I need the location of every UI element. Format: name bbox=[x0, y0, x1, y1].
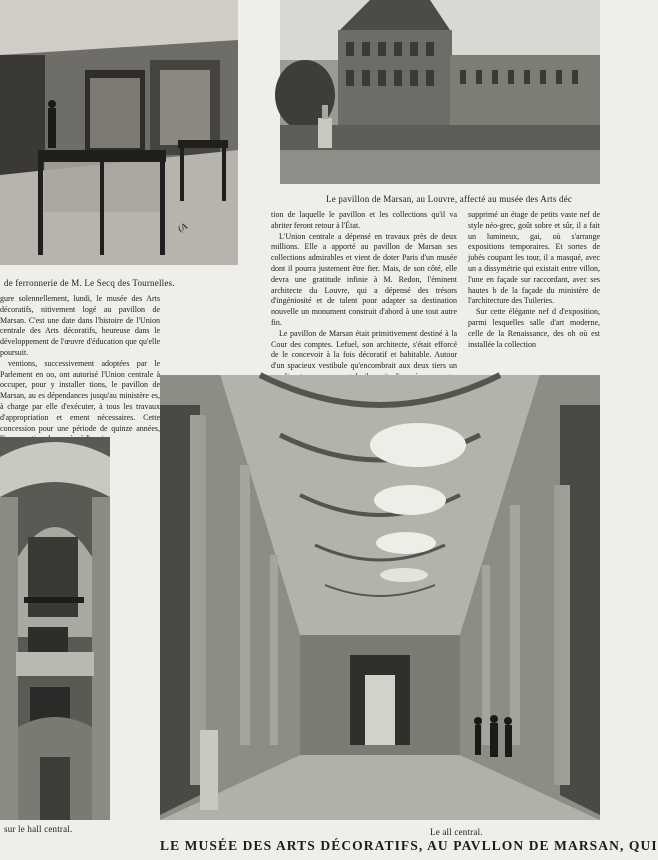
col1-paragraph: gure solennellement, lundi, le musée des Arts décoratifs, nitivement logé au pavillon de Marsan. C'est une date dans l'histoire de l'Union centrale des Arts décoratifs, heureuse dans le développement de l'œuvre d'éducation que qu'elle poursuit. bbox=[0, 294, 160, 357]
col2-paragraph: L'Union centrale a dépensé en travaux près de deux millions. Elle a apporté au pavillon de Marsan ses collections admirables et vient de doter Paris d'un musée dont il pourra justement être fier. Mais, de son côté, elle devra une gratitude infinie à M. Redon, l'éminent architecte du Louvre, qui a dépensé des trésors d'ingéniosité et de talent pour adapter sa destination nouvelle un monument construit d'abord à une tout autre fin. bbox=[271, 231, 457, 327]
caption-central-hall: Le all central. bbox=[430, 827, 483, 837]
pavillon-exterior-illustration bbox=[280, 0, 600, 184]
caption-ironwork: de ferronnerie de M. Le Secq des Tournelles. bbox=[4, 278, 175, 288]
photo-central-hall bbox=[160, 375, 600, 820]
photo-corner-mark: (A bbox=[176, 220, 190, 234]
col2-paragraph: Le pavillon de Marsan était primitivement destiné à la Cour des comptes. Lefuel, son architecte, s'était efforcé de le concevoir à la fois décoratif et habitable. Autour d'un spacieux vestibule qu'encombrait aux deux tiers un bbox=[271, 328, 457, 371]
col3-paragraph: supprimé un étage de petits vaste nef de style néo-grec, goût sobre et sûr, il a fait un lumineux, gai, où s'arrange expositions temporaires. Et sortes de jubés coupant les tour, il a masqué, avec un a dissymétrie qui existait entre villon, l'une en façade sur raccordant, avec ses hautes b de la façade du ministère de l'architecture des Tuileries. bbox=[468, 210, 600, 306]
text-column-3 bbox=[468, 210, 600, 360]
central-hall-illustration bbox=[160, 375, 600, 820]
page-headline: LE MUSÉE DES ARTS DÉCORATIFS, AU PAVLLON DE MARSAN, QUI bbox=[160, 838, 658, 853]
col2-paragraph: tion de laquelle le pavillon et les collections qu'il va abriter feront retour à l'État. bbox=[271, 210, 457, 230]
text-column-2 bbox=[271, 210, 457, 371]
photo-pavillon-exterior bbox=[280, 0, 600, 184]
photo-interior-display-cases bbox=[0, 0, 238, 265]
caption-hall-view: sur le hall central. bbox=[4, 824, 73, 834]
col3-paragraph: Sur cette élégante nef d d'exposition, parmi lesquelles salle d'art moderne, celle de la Renaissance, des oh où est installée la collection bbox=[468, 307, 600, 349]
col1-paragraph: ventions, successivement adoptées par le Parlement en oo, ont autorisé l'Union centrale à occuper, pour y installer tions, le pavillon de Marsan, au es dépendances jusqu'au ministère es, à charge par elle d'exécuter, à tous les travaux d'appropriation et ement nécessaires. Cette concession pour une période de quinze années, bbox=[0, 358, 160, 433]
text-column-1 bbox=[0, 294, 160, 438]
interior-cases-illustration bbox=[0, 0, 238, 265]
photo-hall-side-view bbox=[0, 437, 110, 820]
hall-side-illustration bbox=[0, 437, 110, 820]
caption-pavillon-marsan: Le pavillon de Marsan, au Louvre, affecté au musée des Arts déc bbox=[326, 194, 573, 204]
